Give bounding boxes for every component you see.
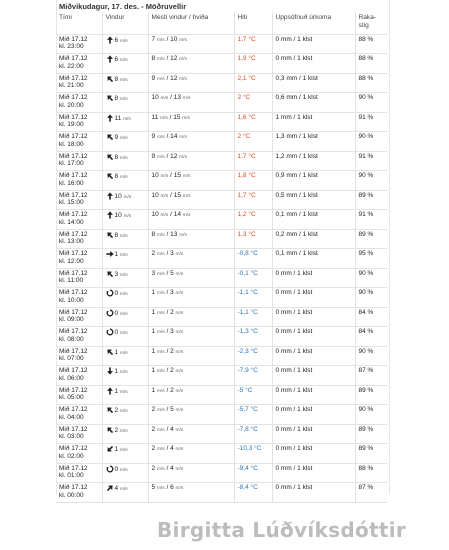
- wind-direction-icon: [106, 426, 114, 434]
- precipitation-cell: 0 mm / 1 klst: [272, 405, 355, 425]
- wind-direction-icon: [106, 484, 114, 492]
- humidity-cell: 90 %: [355, 288, 387, 308]
- temperature-cell: 1,7 °C: [234, 34, 272, 54]
- temperature-cell: -7,8 °C: [234, 424, 272, 444]
- time-cell: Mið 17.12 kl. 23:00: [56, 34, 102, 54]
- humidity-cell: 90 %: [355, 171, 387, 191]
- max-wind-cell: 1 m/s / 3 m/s: [148, 288, 234, 308]
- max-wind-cell: 1 m/s / 2 m/s: [148, 385, 234, 405]
- wind-cell: 6 m/s: [102, 54, 148, 74]
- wind-direction-icon: [106, 153, 114, 161]
- max-wind-cell: 1 m/s / 3 m/s: [148, 327, 234, 347]
- humidity-cell: 87 %: [355, 483, 387, 503]
- col-temp: Hiti: [234, 12, 272, 34]
- wind-cell: 2 m/s: [102, 405, 148, 425]
- table-row: [56, 210, 387, 230]
- table-row: [56, 366, 387, 386]
- wind-direction-icon: [106, 94, 114, 102]
- humidity-cell: 88 %: [355, 34, 387, 54]
- table-row: [56, 73, 387, 93]
- time-cell: Mið 17.12 kl. 11:00: [56, 268, 102, 288]
- table-row: [56, 151, 387, 171]
- wind-direction-icon: [106, 36, 114, 44]
- max-wind-cell: 9 m/s / 12 m/s: [148, 151, 234, 171]
- temperature-cell: 2 °C: [234, 132, 272, 152]
- temperature-cell: -10,3 °C: [234, 444, 272, 464]
- max-wind-cell: 10 m/s / 15 m/s: [148, 190, 234, 210]
- precipitation-cell: 0 mm / 1 klst: [272, 346, 355, 366]
- table-row: [56, 444, 387, 464]
- humidity-cell: 89 %: [355, 229, 387, 249]
- col-max-wind: Mesti vindur / hviða: [148, 12, 234, 34]
- temperature-cell: -1,1 °C: [234, 307, 272, 327]
- wind-direction-icon: [106, 75, 114, 83]
- max-wind-cell: 1 m/s / 2 m/s: [148, 346, 234, 366]
- temperature-cell: -2,3 °C: [234, 346, 272, 366]
- temperature-cell: 2,1 °C: [234, 73, 272, 93]
- wind-direction-icon: [106, 114, 114, 122]
- wind-direction-icon: [106, 348, 114, 356]
- max-wind-cell: 2 m/s / 4 m/s: [148, 463, 234, 483]
- time-cell: Mið 17.12 kl. 22:00: [56, 54, 102, 74]
- humidity-cell: 89 %: [355, 424, 387, 444]
- humidity-cell: 91 %: [355, 210, 387, 230]
- time-cell: Mið 17.12 kl. 13:00: [56, 229, 102, 249]
- temperature-cell: -9,4 °C: [234, 463, 272, 483]
- precipitation-cell: 1 mm / 1 klst: [272, 112, 355, 132]
- max-wind-cell: 10 m/s / 15 m/s: [148, 171, 234, 191]
- precipitation-cell: 0,9 mm / 1 klst: [272, 171, 355, 191]
- wind-cell: 1 m/s: [102, 444, 148, 464]
- temperature-cell: -7,9 °C: [234, 366, 272, 386]
- wind-cell: 0 m/s: [102, 463, 148, 483]
- table-row: [56, 463, 387, 483]
- table-row: [56, 54, 387, 74]
- wind-cell: 11 m/s: [102, 112, 148, 132]
- precipitation-cell: 0 mm / 1 klst: [272, 327, 355, 347]
- time-cell: Mið 17.12 kl. 02:00: [56, 444, 102, 464]
- max-wind-cell: 9 m/s / 12 m/s: [148, 73, 234, 93]
- wind-direction-icon: [106, 172, 114, 180]
- wind-cell: 3 m/s: [102, 268, 148, 288]
- time-cell: Mið 17.12 kl. 10:00: [56, 288, 102, 308]
- precipitation-cell: 0 mm / 1 klst: [272, 385, 355, 405]
- time-cell: Mið 17.12 kl. 03:00: [56, 424, 102, 444]
- time-cell: Mið 17.12 kl. 12:00: [56, 249, 102, 269]
- weather-table: [56, 12, 387, 503]
- table-row: [56, 132, 387, 152]
- wind-cell: 0 m/s: [102, 327, 148, 347]
- col-wind: Vindur: [102, 12, 148, 34]
- max-wind-cell: 10 m/s / 13 m/s: [148, 93, 234, 113]
- precipitation-cell: 0,2 mm / 1 klst: [272, 229, 355, 249]
- wind-cell: 10 m/s: [102, 210, 148, 230]
- humidity-cell: 87 %: [355, 366, 387, 386]
- wind-direction-icon: [106, 55, 114, 63]
- wind-cell: 8 m/s: [102, 171, 148, 191]
- max-wind-cell: 2 m/s / 4 m/s: [148, 444, 234, 464]
- wind-direction-icon: [106, 270, 114, 278]
- wind-cell: 9 m/s: [102, 132, 148, 152]
- temperature-cell: -0,1 °C: [234, 268, 272, 288]
- wind-direction-icon: [106, 211, 114, 219]
- time-cell: Mið 17.12 kl. 00:00: [56, 483, 102, 503]
- temperature-cell: -0,8 °C: [234, 249, 272, 269]
- temperature-cell: 1,3 °C: [234, 229, 272, 249]
- max-wind-cell: 8 m/s / 12 m/s: [148, 54, 234, 74]
- precipitation-cell: 0 mm / 1 klst: [272, 307, 355, 327]
- max-wind-cell: 1 m/s / 2 m/s: [148, 307, 234, 327]
- humidity-cell: 88 %: [355, 54, 387, 74]
- max-wind-cell: 2 m/s / 5 m/s: [148, 405, 234, 425]
- precipitation-cell: 0,5 mm / 1 klst: [272, 190, 355, 210]
- time-cell: Mið 17.12 kl. 08:00: [56, 327, 102, 347]
- wind-direction-icon: [106, 231, 114, 239]
- col-time: Tími: [56, 12, 102, 34]
- time-cell: Mið 17.12 kl. 15:00: [56, 190, 102, 210]
- humidity-cell: 84 %: [355, 307, 387, 327]
- table-row: [56, 405, 387, 425]
- precipitation-cell: 0 mm / 1 klst: [272, 366, 355, 386]
- table-row: [56, 424, 387, 444]
- table-row: [56, 346, 387, 366]
- max-wind-cell: 10 m/s / 14 m/s: [148, 210, 234, 230]
- time-cell: Mið 17.12 kl. 01:00: [56, 463, 102, 483]
- temperature-cell: -5,7 °C: [234, 405, 272, 425]
- humidity-cell: 88 %: [355, 463, 387, 483]
- wind-cell: 8 m/s: [102, 73, 148, 93]
- temperature-cell: -5 °C: [234, 385, 272, 405]
- table-row: [56, 112, 387, 132]
- temperature-cell: 2 °C: [234, 93, 272, 113]
- table-row: [56, 483, 387, 503]
- time-cell: Mið 17.12 kl. 17:00: [56, 151, 102, 171]
- precipitation-cell: 0,1 mm / 1 klst: [272, 249, 355, 269]
- wind-cell: 1 m/s: [102, 385, 148, 405]
- humidity-cell: 90 %: [355, 132, 387, 152]
- precipitation-cell: 1,2 mm / 1 klst: [272, 151, 355, 171]
- table-row: [56, 190, 387, 210]
- col-humidity: Raka- stig: [355, 12, 387, 34]
- calm-wind-icon: [106, 465, 114, 473]
- humidity-cell: 89 %: [355, 444, 387, 464]
- table-row: [56, 307, 387, 327]
- precipitation-cell: 0 mm / 1 klst: [272, 463, 355, 483]
- temperature-cell: 1,7 °C: [234, 190, 272, 210]
- wind-cell: 1 m/s: [102, 366, 148, 386]
- wind-cell: 0 m/s: [102, 288, 148, 308]
- time-cell: Mið 17.12 kl. 14:00: [56, 210, 102, 230]
- max-wind-cell: 8 m/s / 13 m/s: [148, 229, 234, 249]
- wind-cell: 8 m/s: [102, 151, 148, 171]
- wind-cell: 2 m/s: [102, 424, 148, 444]
- time-cell: Mið 17.12 kl. 04:00: [56, 405, 102, 425]
- humidity-cell: 90 %: [355, 405, 387, 425]
- wind-cell: 4 m/s: [102, 483, 148, 503]
- precipitation-cell: 0 mm / 1 klst: [272, 34, 355, 54]
- calm-wind-icon: [106, 309, 114, 317]
- table-row: [56, 288, 387, 308]
- precipitation-cell: 0 mm / 1 klst: [272, 483, 355, 503]
- max-wind-cell: 11 m/s / 15 m/s: [148, 112, 234, 132]
- table-row: [56, 171, 387, 191]
- wind-direction-icon: [106, 192, 114, 200]
- max-wind-cell: 9 m/s / 14 m/s: [148, 132, 234, 152]
- humidity-cell: 89 %: [355, 190, 387, 210]
- wind-cell: 1 m/s: [102, 346, 148, 366]
- time-cell: Mið 17.12 kl. 16:00: [56, 171, 102, 191]
- humidity-cell: 90 %: [355, 346, 387, 366]
- page-title: Miðvikudagur, 17. des. - Möðruvellir: [59, 2, 187, 11]
- max-wind-cell: 3 m/s / 5 m/s: [148, 268, 234, 288]
- wind-cell: 1 m/s: [102, 249, 148, 269]
- precipitation-cell: 0 mm / 1 klst: [272, 288, 355, 308]
- temperature-cell: -1,3 °C: [234, 327, 272, 347]
- wind-cell: 10 m/s: [102, 190, 148, 210]
- wind-cell: 8 m/s: [102, 93, 148, 113]
- temperature-cell: -1,1 °C: [234, 288, 272, 308]
- wind-direction-icon: [106, 445, 114, 453]
- humidity-cell: 91 %: [355, 151, 387, 171]
- temperature-cell: 1,8 °C: [234, 171, 272, 191]
- time-cell: Mið 17.12 kl. 20:00: [56, 93, 102, 113]
- table-header: [56, 12, 387, 34]
- wind-direction-icon: [106, 367, 114, 375]
- wind-direction-icon: [106, 250, 114, 258]
- col-precip: Uppsöfnuð úrkoma: [272, 12, 355, 34]
- wind-cell: 0 m/s: [102, 307, 148, 327]
- wind-direction-icon: [106, 133, 114, 141]
- humidity-cell: 95 %: [355, 249, 387, 269]
- temperature-cell: 1,7 °C: [234, 151, 272, 171]
- precipitation-cell: 0,6 mm / 1 klst: [272, 93, 355, 113]
- wind-cell: 6 m/s: [102, 34, 148, 54]
- table-row: [56, 249, 387, 269]
- calm-wind-icon: [106, 289, 114, 297]
- time-cell: Mið 17.12 kl. 07:00: [56, 346, 102, 366]
- wind-cell: 8 m/s: [102, 229, 148, 249]
- precipitation-cell: 1,3 mm / 1 klst: [272, 132, 355, 152]
- wind-direction-icon: [106, 406, 114, 414]
- table-row: [56, 385, 387, 405]
- humidity-cell: 84 %: [355, 327, 387, 347]
- table-row: [56, 93, 387, 113]
- table-row: [56, 327, 387, 347]
- humidity-cell: 91 %: [355, 112, 387, 132]
- temperature-cell: 1,6 °C: [234, 112, 272, 132]
- time-cell: Mið 17.12 kl. 18:00: [56, 132, 102, 152]
- precipitation-cell: 0 mm / 1 klst: [272, 444, 355, 464]
- precipitation-cell: 0,3 mm / 1 klst: [272, 73, 355, 93]
- precipitation-cell: 0,1 mm / 1 klst: [272, 210, 355, 230]
- photographer-signature: Birgitta Lúðvíksdóttir: [157, 518, 407, 542]
- table-row: [56, 229, 387, 249]
- time-cell: Mið 17.12 kl. 19:00: [56, 112, 102, 132]
- temperature-cell: 1,9 °C: [234, 54, 272, 74]
- table-row: [56, 34, 387, 54]
- precipitation-cell: 0 mm / 1 klst: [272, 54, 355, 74]
- max-wind-cell: 7 m/s / 10 m/s: [148, 34, 234, 54]
- max-wind-cell: 2 m/s / 3 m/s: [148, 249, 234, 269]
- max-wind-cell: 5 m/s / 6 m/s: [148, 483, 234, 503]
- temperature-cell: -8,4 °C: [234, 483, 272, 503]
- humidity-cell: 90 %: [355, 268, 387, 288]
- humidity-cell: 89 %: [355, 385, 387, 405]
- max-wind-cell: 2 m/s / 4 m/s: [148, 424, 234, 444]
- time-cell: Mið 17.12 kl. 06:00: [56, 366, 102, 386]
- humidity-cell: 90 %: [355, 93, 387, 113]
- humidity-cell: 88 %: [355, 73, 387, 93]
- table-row: [56, 268, 387, 288]
- time-cell: Mið 17.12 kl. 05:00: [56, 385, 102, 405]
- time-cell: Mið 17.12 kl. 21:00: [56, 73, 102, 93]
- temperature-cell: 1,2 °C: [234, 210, 272, 230]
- time-cell: Mið 17.12 kl. 09:00: [56, 307, 102, 327]
- precipitation-cell: 0 mm / 1 klst: [272, 424, 355, 444]
- calm-wind-icon: [106, 328, 114, 336]
- precipitation-cell: 0 mm / 1 klst: [272, 268, 355, 288]
- max-wind-cell: 1 m/s / 2 m/s: [148, 366, 234, 386]
- wind-direction-icon: [106, 387, 114, 395]
